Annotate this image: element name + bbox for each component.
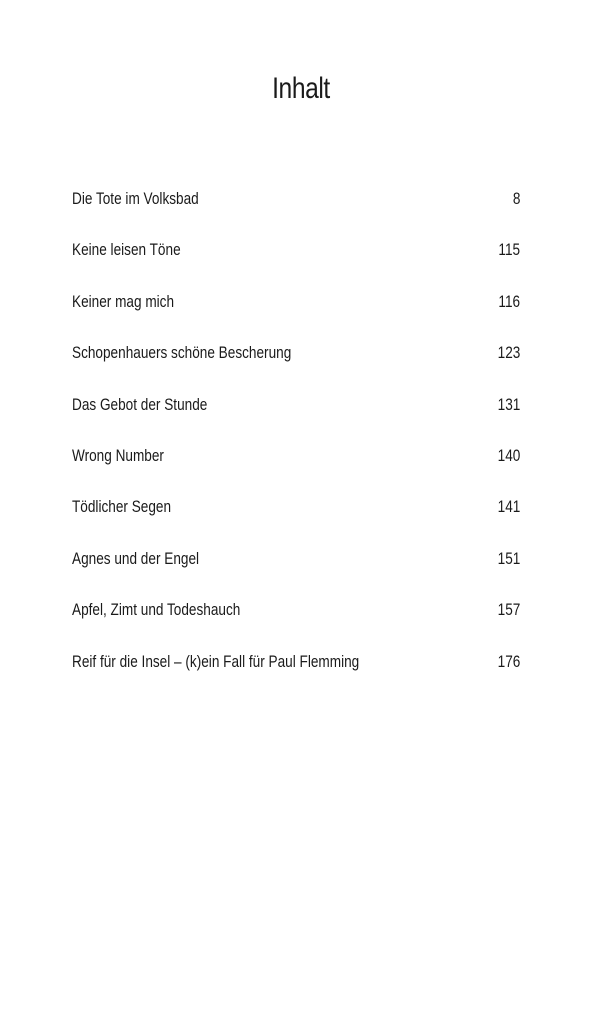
toc-entry-page: 116 [498,291,520,311]
toc-entry-page: 176 [497,651,520,671]
toc-entry-title: Die Tote im Volksbad [72,189,199,208]
toc-entry [72,491,520,542]
toc-entry [72,183,520,234]
table-of-contents [72,183,520,697]
toc-entry-title: Apfel, Zimt und Todeshauch [72,600,241,620]
toc-entry-title: Agnes und der Engel [72,548,200,568]
toc-entry-title: Keine leisen Töne [72,240,181,260]
toc-entry-page: 8 [512,189,520,208]
toc-entry [72,594,520,645]
toc-entry-page: 141 [497,497,520,517]
toc-entry-page: 115 [498,240,520,260]
toc-entry [72,337,520,388]
toc-entry-title: Keiner mag mich [72,291,175,311]
toc-entry-page: 157 [497,600,520,620]
page-title: Inhalt [272,72,330,105]
toc-entry [72,646,520,697]
toc-entry-title: Schopenhauers schöne Bescherung [72,343,292,363]
toc-entry [72,286,520,337]
toc-entry [72,389,520,440]
toc-entry-page: 123 [497,343,520,363]
toc-entry-page: 131 [497,394,520,414]
toc-entry [72,543,520,594]
toc-entry-title: Wrong Number [72,445,164,465]
toc-entry [72,234,520,285]
toc-entry-page: 140 [497,445,520,465]
toc-entry-title: Reif für die Insel – (k)ein Fall für Paul Flemming [72,651,360,671]
toc-entry [72,440,520,491]
toc-entry-page: 151 [497,548,520,568]
toc-entry-title: Tödlicher Segen [72,497,172,517]
toc-entry-title: Das Gebot der Stunde [72,394,208,414]
